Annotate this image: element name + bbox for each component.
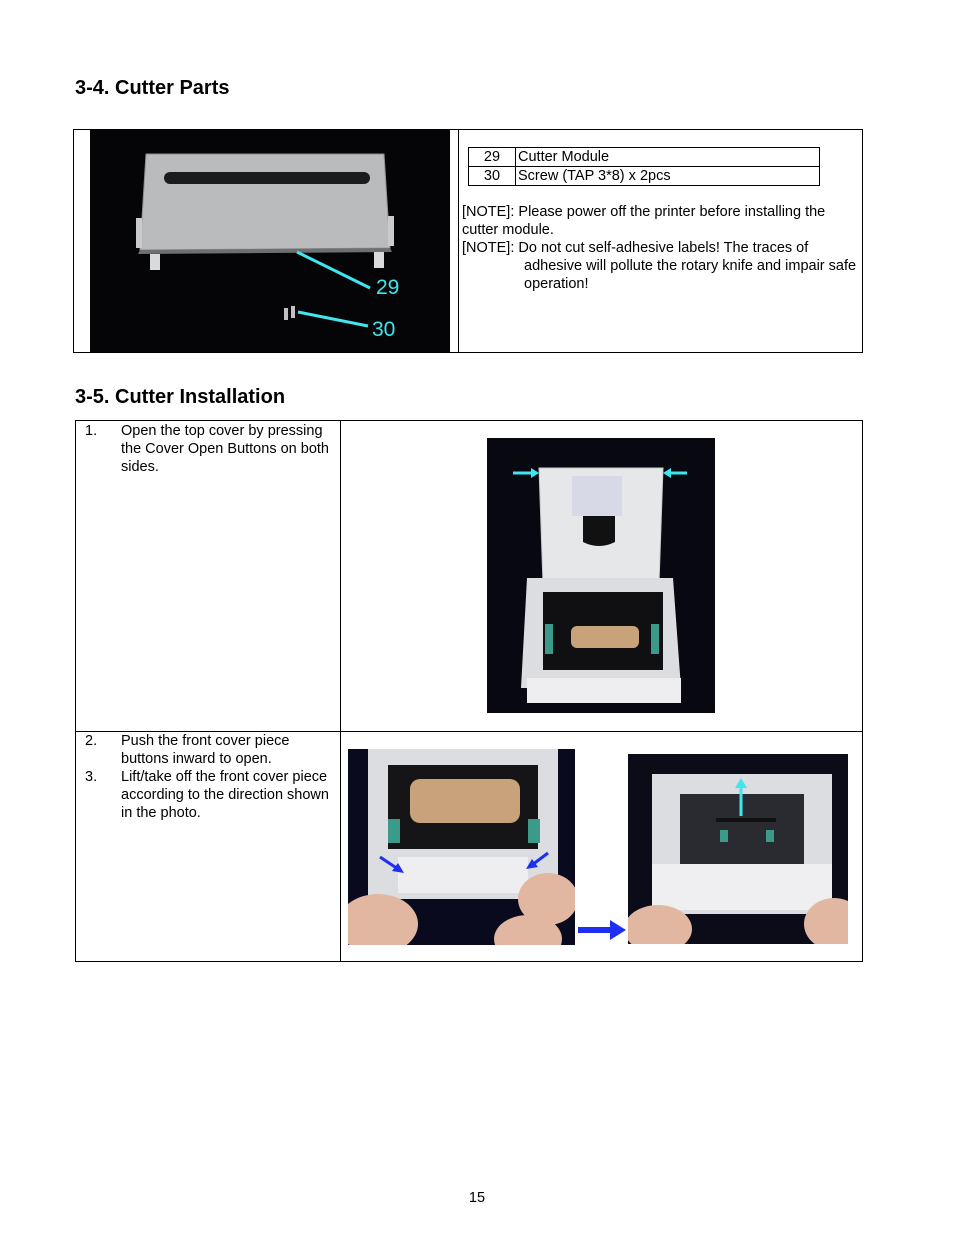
cutter-parts-photo [90,130,449,352]
note-self-adhesive-rest: adhesive will pollute the rotary knife and impair safe operation! [524,258,857,292]
step-text: Push the front cover piece buttons inward to open. [121,733,290,767]
step-text: Lift/take off the front cover piece according to the direction shown in the photo. [121,769,329,821]
callout-29: 29 [376,276,400,299]
column-divider [449,130,459,352]
page-number: 15 [468,1190,486,1206]
printer-photo-lift-cover [628,754,848,944]
blue-arrow-icon [576,919,628,941]
cutter-parts-box [73,129,863,353]
part-description: Screw (TAP 3*8) x 2pcs [516,167,820,186]
section-title-cutter-parts: 3-4. Cutter Parts [75,77,230,99]
note-power-off: [NOTE]: Please power off the printer before installing the cutter module. [462,204,826,238]
part-number: 29 [469,148,516,167]
note-self-adhesive-first: [NOTE]: Do not cut self-adhesive labels! The traces of [462,240,809,256]
printer-photo-open-cover [487,438,715,713]
note-self-adhesive [462,239,860,293]
part-number: 30 [469,167,516,186]
section-title-cutter-installation: 3-5. Cutter Installation [75,386,286,408]
table-row [469,148,820,167]
step-text: Open the top cover by pressing the Cover Open Buttons on both sides. [121,423,329,475]
parts-info [460,130,862,352]
step-number: 1. [85,423,98,439]
printer-photo-front-cover-buttons [348,749,575,945]
part-description: Cutter Module [516,148,820,167]
step-number: 2. [85,733,98,749]
step-number: 3. [85,769,98,785]
cutter-module-image [140,154,390,250]
column-divider [340,421,341,961]
parts-table [468,147,820,186]
table-row [469,167,820,186]
installation-table [75,420,863,962]
callout-30: 30 [372,318,396,341]
